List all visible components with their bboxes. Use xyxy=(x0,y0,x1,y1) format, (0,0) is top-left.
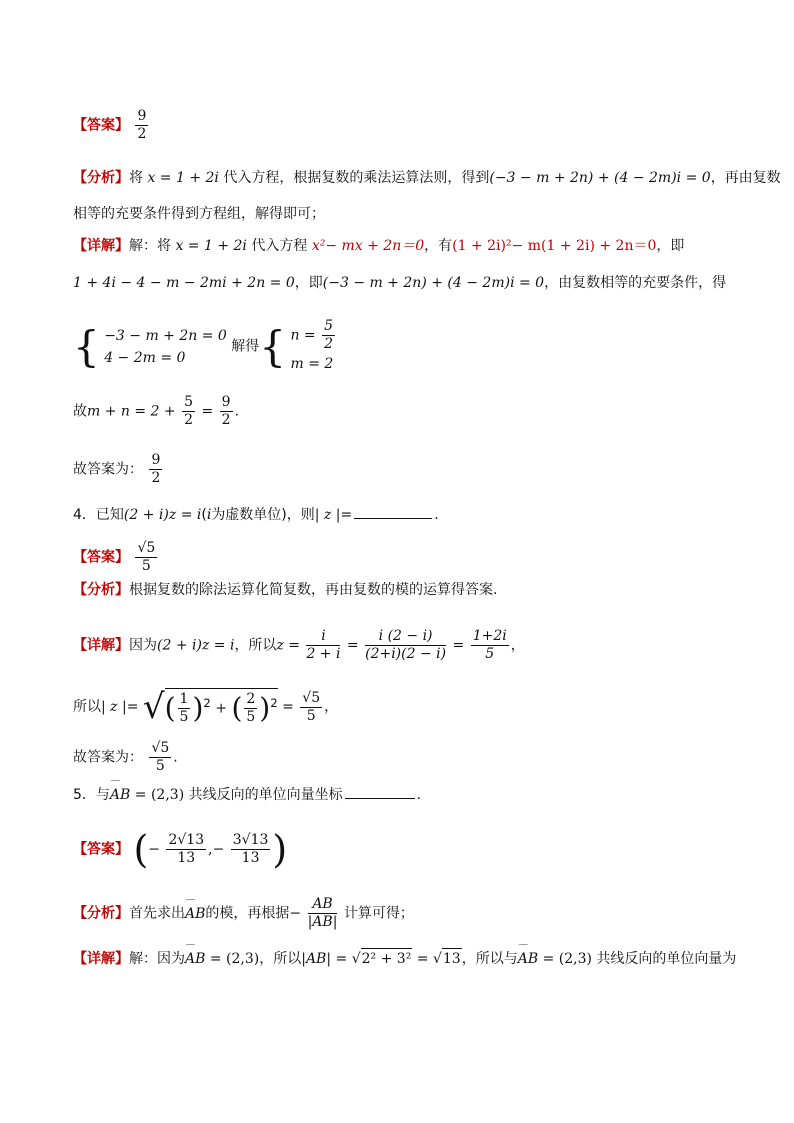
q3-sum-line: 故m + n = 2 + $\frac{5}{2}$ = $\frac{9}{2}$ . xyxy=(73,394,240,428)
q3-detail-line-1: 【详解】解：将 x = 1 + 2i 代入方程 x²− mx + 2n＝0，有(1 + 2i)²− m(1 + 2i) + 2n＝0，即 xyxy=(73,238,685,254)
sqrt-sign: √ xyxy=(142,687,165,727)
left-brace: { xyxy=(73,321,100,371)
q3-analysis-line-1: 【分析】将 x = 1 + 2i 代入方程，根据复数的乘法运算法则，得到(−3 − m + 2n) + (4 − 2m)i = 0，再由复数 xyxy=(73,170,781,186)
q4-stem: 4．已知(2 + i)z = i(i为虚数单位)，则| z |= . xyxy=(73,504,439,525)
q3-analysis-line-2: 相等的充要条件得到方程组，解得即可； xyxy=(73,206,325,222)
q3-answer-fraction: $\frac{9}{2}$ xyxy=(137,108,147,142)
q5-analysis-line: 【分析】首先求出‾‾ AB的模，再根据− $\frac{AB}{|AB|}$ 计算可得； xyxy=(73,896,414,931)
q3-answer-line xyxy=(73,108,150,143)
analysis-tag: 【分析】 xyxy=(73,582,129,598)
vector-ab: ‾‾ AB xyxy=(185,949,205,969)
q4-final-answer: 故答案为： $\frac{√5}{5}$ . xyxy=(73,740,178,774)
detail-tag: 【详解】 xyxy=(73,951,129,967)
analysis-tag: 【分析】 xyxy=(73,170,129,186)
detail-tag: 【详解】 xyxy=(73,238,129,254)
system-1: −3 − m + 2n = 0 4 − 2m = 0 xyxy=(104,327,227,366)
q5-answer-line: 【答案】 (− $\frac{2√13}{13}$ ,− $\frac{3√13}{13}$ ) xyxy=(73,827,288,872)
q5-stem: 5．与‾‾ AB = (2,3) 共线反向的单位向量坐标 . xyxy=(73,784,421,805)
q4-modulus-line: 所以| z |= √( $\frac{1}{5}$ )$^2$ + ( $\frac{2}{5}$ )$^2$ = $\frac{√5}{5}$ ， xyxy=(73,687,339,727)
analysis-tag: 【分析】 xyxy=(73,905,129,922)
vector-ab: ‾‾ AB xyxy=(185,904,205,924)
answer-tag: 【答案】 xyxy=(73,549,129,566)
system-2: n = $\frac{5}{2}$ m = 2 xyxy=(290,318,334,372)
q3-final-answer: 故答案为： $\frac{9}{2}$ xyxy=(73,452,161,486)
detail-tag: 【详解】 xyxy=(73,637,129,654)
answer-blank xyxy=(345,784,415,799)
q4-analysis-line: 【分析】根据复数的除法运算化简复数，再由复数的模的运算得答案. xyxy=(73,582,498,598)
q3-equation-system: { −3 − m + 2n = 0 4 − 2m = 0 解得{ n = $\frac{5}{2}$ m = 2 xyxy=(73,318,337,375)
left-brace: { xyxy=(259,321,287,371)
answer-tag: 【答案】 xyxy=(73,841,129,858)
q5-detail-line: 【详解】解：因为‾‾ AB = (2,3)，所以|AB| = √2² + 3² = √13，所以与‾‾ AB = (2,3) 共线反向的单位向量为 xyxy=(73,948,736,969)
answer-tag: 【答案】 xyxy=(73,117,129,134)
answer-blank xyxy=(354,504,432,519)
q4-answer-line: 【答案】 $\frac{√5}{5}$ xyxy=(73,540,156,574)
vector-ab: ‾‾ AB xyxy=(518,949,538,969)
vector-ab: ‾‾ AB xyxy=(110,785,130,805)
q4-detail-line: 【详解】因为(2 + i)z = i，所以z = $\frac{i}{2 + i}$ = $\frac{i (2 - i)}{(2+i)(2 - i)}$ = $\frac{1+2i}{5}$ ， xyxy=(73,628,525,662)
q3-detail-line-2: 1 + 4i − 4 − m − 2mi + 2n = 0，即(−3 − m + 2n) + (4 − 2m)i = 0，由复数相等的充要条件，得 xyxy=(73,275,727,291)
